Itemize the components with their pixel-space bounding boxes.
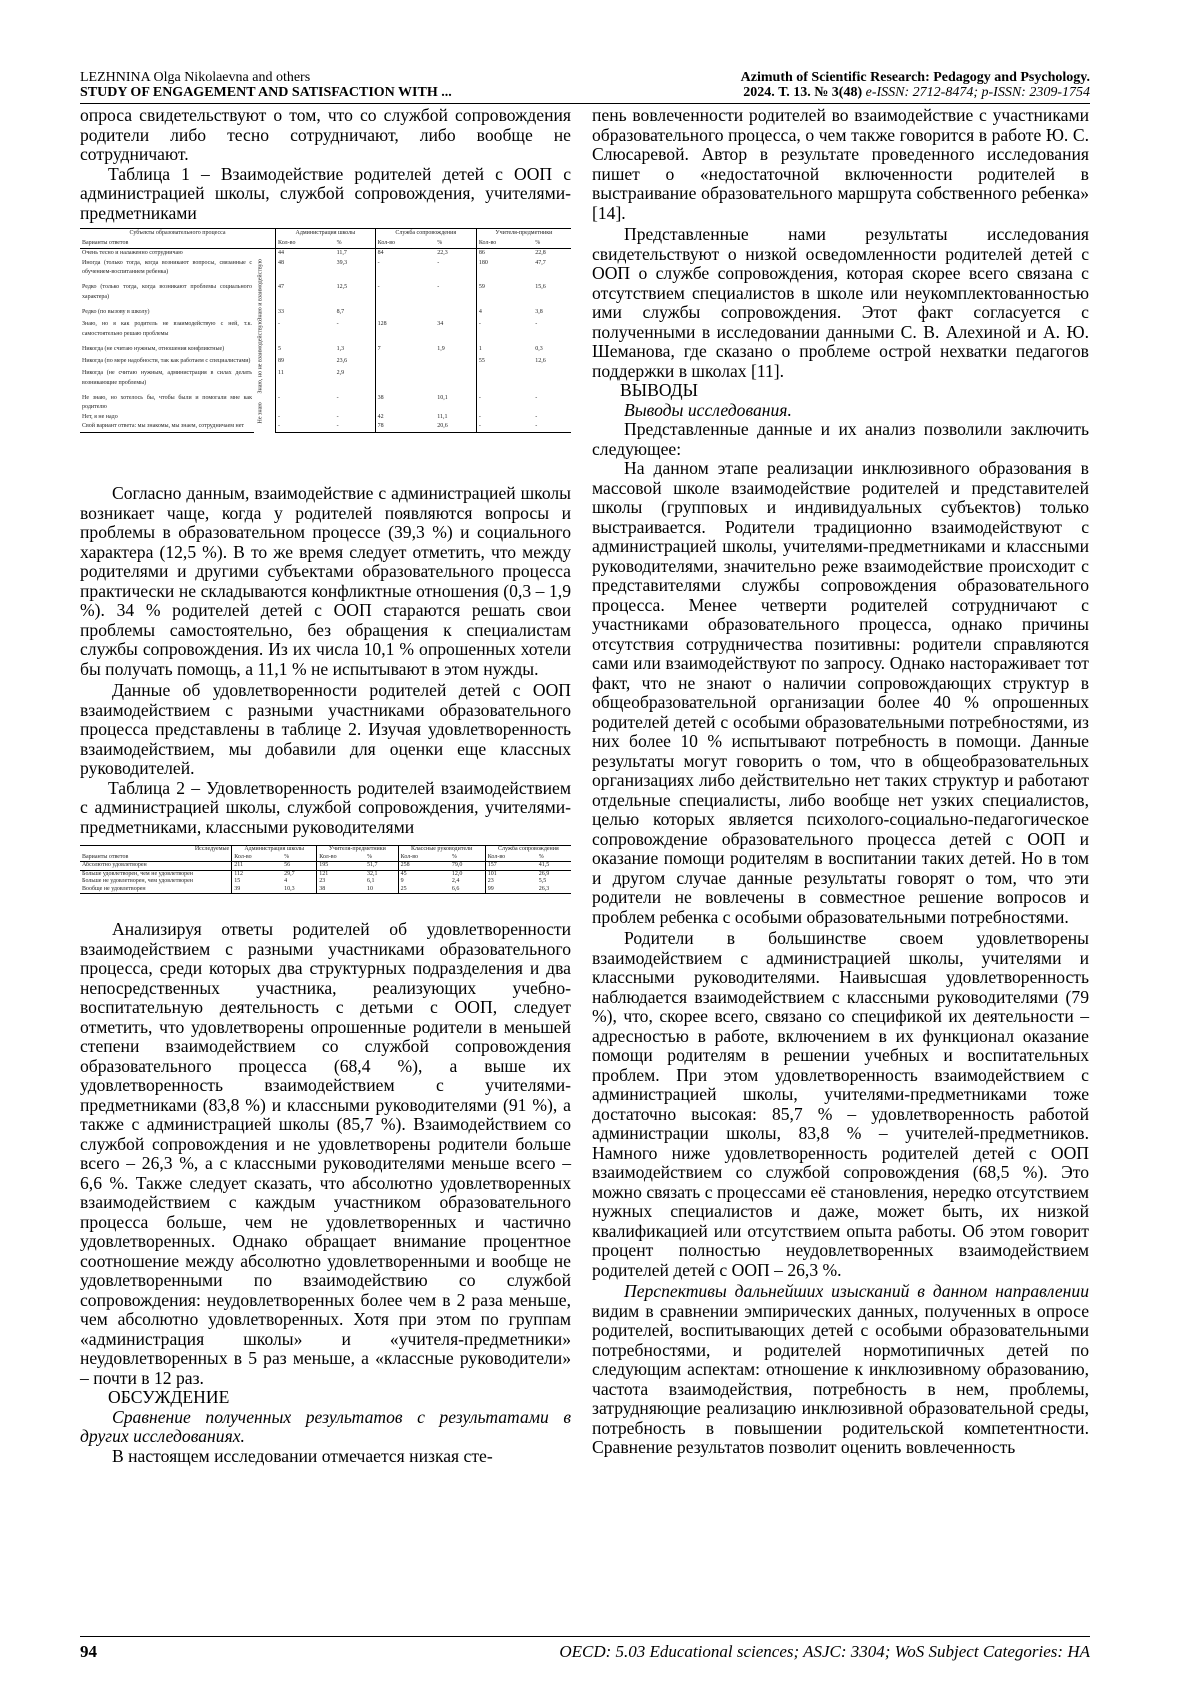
paragraph: опроса свидетельствуют о том, что со службой сопровождения родители либо тесно сотрудничают, либо вообще не сотрудничают.	[80, 105, 571, 164]
table-row	[80, 283, 571, 308]
table-cell: 84	[375, 249, 435, 259]
table-cell: 55	[476, 357, 533, 369]
table-row	[80, 394, 571, 413]
table-cell: 38	[317, 886, 365, 894]
table-cell: -	[476, 320, 533, 344]
table-row	[80, 422, 571, 432]
paragraph: На данном этапе реализации инклюзивного образования в массовой школе взаимодействие родителей и представителей школы (групповых и индивидуальных субъектов) только выстраивается. Родители традиционно взаимодействуют с администрацией школы, учителями-предметниками и классными руководителями, значительно реже взаимодействие происходит с представителями службы сопровождения образовательного процесса. Менее четверти родителей сотрудничают с участниками образовательного процесса, однако причины отсутствия сотрудничества позитивны: родители справляются сами или взаимодействуют по запросу. Однако настораживает тот факт, что не знают о наличии сопровождающих структур в общеобразовательной организации более 40 % опрошенных родителей детей с особыми образовательными потребностями, из них более 10 % испытывают потребность в помощи. Данные результаты могут говорить о том, что в общеобразовательных организациях либо действительно нет таких структур и работают отдельные специалисты, либо вообще нет узких специалистов, целью которых является психолого-социально-педагогическое сопровождение образовательного процесса детей с ООП и оказание помощи родителям в воспитании таких детей. Но в том и другом случае данные результаты говорят о том, что эти родители не вовлечены в совместное решение вопросов и проблем ребенка с особыми образовательными потребностями.	[592, 458, 1089, 927]
table-cell: 195	[317, 862, 365, 871]
table-cell: Редко (только тогда, когда возникают проблемы социального характера)	[82, 284, 252, 300]
table-cell: 38	[375, 394, 435, 413]
table-cell: Свой вариант ответа: мы знакомы, мы знаем, сотрудничаем нет	[80, 422, 254, 432]
group-label: Не знаю	[257, 402, 264, 424]
table-cell: 1,9	[437, 345, 445, 352]
table-header-cell: Кол-во	[276, 239, 335, 249]
table-row	[80, 249, 571, 259]
table-cell: 39	[232, 886, 282, 894]
table-cell: 15	[232, 878, 282, 886]
table-header-cell: Кол-во	[485, 854, 537, 862]
table-cell: 157	[485, 862, 537, 871]
paragraph: Представленные данные и их анализ позволили заключить следующее:	[592, 419, 1089, 459]
table-cell: -	[375, 259, 435, 284]
table-cell: 258	[398, 862, 450, 871]
table-cell: 42	[375, 413, 435, 423]
table-cell: 4	[476, 308, 533, 320]
table-header-cell: Учителя-предметники	[476, 229, 571, 239]
table2	[80, 845, 571, 894]
table-cell: 12,0	[451, 870, 463, 877]
table-cell: -	[533, 422, 571, 432]
table-subheader-row	[80, 239, 571, 249]
running-header-left	[80, 70, 452, 100]
table-cell: 211	[232, 862, 282, 871]
table-cell: -	[535, 394, 538, 401]
table-header-cell: %	[282, 854, 317, 862]
paragraph: пень вовлеченности родителей во взаимодействие с участниками образовательного процесса, о чем также говорится в работе Ю. С. Слюсаревой. Автор в результате проведенного исследования пишет о «недостаточной включенности родителей в выстраивание образовательного маршрута собственного ребенка» [14].	[592, 105, 1089, 223]
table-header-cell: Кол-во	[317, 854, 365, 862]
table-cell: 101	[485, 870, 537, 878]
left-column	[80, 106, 571, 1466]
table-row	[80, 862, 571, 871]
table-cell: 6,6	[450, 886, 485, 894]
table-header-cell: Кол-во	[476, 239, 533, 249]
table-cell: 26,9	[538, 870, 550, 877]
table-header-cell: Кол-во	[232, 854, 282, 862]
table-cell	[375, 308, 435, 320]
table-cell: 3,8	[535, 308, 543, 315]
table-header-cell: %	[335, 239, 375, 249]
group-label: Знаю и взаимодействую	[257, 258, 264, 321]
table-header-cell: Кол-во	[398, 854, 450, 862]
table-header-cell: Варианты ответов	[80, 854, 232, 862]
table-cell: 51,7	[365, 862, 398, 871]
table2-caption: Таблица 2 – Удовлетворенность родителей взаимодействием с администрацией школы, службой сопровождения, учителями-предметниками, классными руководителями	[80, 777, 571, 837]
table-header-cell: %	[450, 854, 485, 862]
table-cell: 180	[476, 259, 533, 284]
table-cell: -	[276, 394, 335, 413]
table-cell: Иногда (только тогда, когда возникают вопросы, связанные с обучением-воспитанием ребенка)	[82, 259, 252, 275]
table-cell: Вообще не удовлетворен	[80, 886, 232, 894]
table-cell	[435, 357, 476, 369]
table-cell: -	[276, 422, 335, 432]
table-cell: 22,3	[437, 250, 448, 256]
table-cell: 89	[276, 357, 335, 369]
paragraph: Родители в большинстве своем удовлетворены взаимодействием с администрацией школы, учителями и классными руководителями. Наивысшая удовлетворенность наблюдается взаимодействием с классными руководителями (79 %), что, скорее всего, связано со спецификой их деятельности – адресностью в работе, включением в их функционал оказание помощи родителям в решении учебных и воспитательных проблем. При этом удовлетворенность взаимодействием с администрацией школы, учителями-предметниками тоже достаточно высокая: 85,7 % – удовлетворенность работой администрации школы, 83,8 % – учителей-предметников. Намного ниже удовлетворенность родителей детей с ООП взаимодействием со службой сопровождения (68,5 %). Это можно связать с процессами её становления, нередко отсутствием нужных специалистов и даже, может быть, их низкой квалификацией или отсутствием опыта работы. Об этом говорит процент полностью неудовлетворенных взаимодействием родителей детей с ООП – 26,3 %.	[592, 928, 1089, 1280]
page-number: 94	[80, 1642, 97, 1661]
italic-phrase: Перспективы дальнейших изысканий в данном направлении	[624, 1281, 1089, 1301]
table-header-row	[80, 846, 571, 854]
table-cell: 2,4	[451, 878, 460, 884]
table-cell: 128	[375, 320, 435, 344]
table-cell: Не знаю, но хотелось бы, чтобы были и помогали мне как родителю	[82, 394, 252, 411]
table-header-cell: Классные руководители	[398, 846, 485, 854]
table-cell: 34	[437, 321, 444, 328]
table-cell: -	[336, 321, 339, 328]
right-column	[592, 106, 1089, 1458]
table-row	[80, 308, 571, 320]
table-cell: 86	[476, 249, 533, 259]
table-cell: 10	[365, 886, 398, 894]
table-row	[80, 357, 571, 369]
footer-classification: OECD: 5.03 Educational sciences; ASJC: 3304; WoS Subject Categories: HA	[559, 1642, 1090, 1661]
table-cell	[375, 357, 435, 369]
table-cell: 23	[317, 878, 365, 886]
table-cell: Больше удовлетворен, чем не удовлетворен	[82, 870, 193, 877]
table-row	[80, 320, 571, 344]
table1	[80, 228, 571, 466]
table-cell: 6,1	[367, 878, 375, 884]
table-header-cell: Кол-во	[375, 239, 435, 249]
section-subheading: Выводы исследования.	[624, 399, 792, 420]
table-cell: -	[476, 394, 533, 413]
table-cell: 0,3	[535, 345, 543, 352]
table-header-cell: Исследуемые	[80, 846, 232, 854]
table-row	[80, 870, 571, 878]
journal-issue: 2024. Т. 13. № 3(48)	[743, 85, 863, 100]
table-cell: 10,3	[282, 886, 317, 894]
table-cell: 11,1	[437, 413, 448, 420]
table-cell: 23	[485, 878, 537, 886]
table-cell: 2,9	[336, 370, 345, 377]
paragraph-text: видим в сравнении эмпирических данных, полученных в опросе родителей, воспитывающих детей с особыми образовательными потребностями, и родителей нормотипичных детей по следующим аспектам: отношение к инклюзивному образованию, частота взаимодействия, потребность в нем, проблемы, затрудняющие реализацию инклюзивной образовательной среды, потребность в повышении родительской компетентности. Сравнение результатов позволит оценить вовлеченность	[592, 1300, 1089, 1457]
table-cell: 5,5	[538, 878, 547, 884]
table1-caption: Таблица 1 – Взаимодействие родителей детей с ООП с администрацией школы, службой сопровождения, учителями-предметниками	[80, 163, 571, 223]
table-subheader-row	[80, 854, 571, 862]
table-header-cell: Учителя-предметники	[317, 846, 398, 854]
table-cell	[435, 308, 476, 320]
table-cell: 121	[317, 870, 365, 878]
table-cell: 99	[485, 886, 537, 894]
table-cell: 26,3	[537, 886, 571, 894]
section-heading-discussion: ОБСУЖДЕНИЕ	[108, 1387, 230, 1407]
table-cell	[476, 369, 533, 394]
table-cell: 47,7	[535, 259, 546, 266]
table-header-cell: Субъекты образовательного процесса	[80, 229, 276, 239]
table-cell: 9	[398, 878, 450, 886]
section-heading-conclusions: ВЫВОДЫ	[620, 380, 698, 400]
table-cell: -	[375, 283, 435, 308]
table-row	[80, 259, 571, 284]
table-cell: Никогда (по мере надобности, так как работаем с специалистами)	[82, 357, 251, 364]
table-cell: 12,6	[535, 357, 546, 364]
paragraph: В настоящем исследовании отмечается низкая сте-	[112, 1445, 493, 1466]
table-row	[80, 345, 571, 357]
table-cell: -	[535, 321, 538, 328]
table-cell: 48	[276, 259, 335, 284]
footer-rule	[80, 1636, 1090, 1637]
table-cell: 4	[284, 878, 288, 884]
table-cell: 45	[398, 870, 450, 878]
group-label: Знаю, но не взаимодействую	[257, 320, 264, 394]
table-header-cell: Администрация школы	[232, 846, 317, 854]
table-cell: 78	[375, 422, 435, 432]
journal-issue-line	[741, 85, 1090, 100]
table-cell: Больше не удовлетворен, чем удовлетворен	[82, 878, 193, 884]
table-cell: 11	[276, 369, 335, 394]
table-header-cell: Служба сопровождения	[485, 846, 571, 854]
paragraph	[592, 1282, 1089, 1458]
table-cell: 39,3	[336, 259, 348, 266]
table-cell: -	[476, 413, 533, 423]
table-cell: 33	[276, 308, 335, 320]
table-header-cell: %	[537, 854, 571, 862]
paragraph: Данные об удовлетворенности родителей детей с ООП взаимодействием с разными участниками образовательного процесса представлены в таблице 2. Изучая удовлетворенность взаимодействием, мы добавили для оценки еще классных руководителей.	[80, 680, 571, 778]
table-row	[80, 886, 571, 894]
table-header-cell: Варианты ответов	[80, 239, 276, 249]
table-cell: 79,0	[450, 862, 485, 871]
table-cell: -	[335, 422, 375, 432]
paragraph: Согласно данным, взаимодействие с администрацией школы возникает чаще, когда у родителей появляются вопросы и проблемы в образовательном процессе (39,3 %) и социального характера (12,5 %). В то же время следует отметить, что между родителями и другими субъектами образовательного процесса практически не складываются конфликтные отношения (0,3 – 1,9 %). 34 % родителей детей с ООП стараются решать свои проблемы самостоятельно, без обращения к специалистам службы сопровождения. Из их числа 10,1 % опрошенных хотели бы получать помощь, а 11,1 % не испытывают в этом нужды.	[80, 483, 571, 679]
table-cell: -	[276, 320, 335, 344]
table-cell: 15,6	[535, 284, 546, 291]
table-cell: -	[336, 394, 339, 401]
table-cell: Редко (по вызову в школу)	[82, 308, 150, 315]
table-cell: 41,5	[537, 862, 571, 871]
table-cell: Нет, я не надо	[82, 413, 118, 420]
table-cell	[435, 369, 476, 394]
journal-name: Azimuth of Scientific Research: Pedagogy and Psychology.	[740, 70, 1090, 85]
table-cell: 12,5	[336, 284, 348, 291]
table-header-cell: Служба сопровождения	[375, 229, 476, 239]
table-cell: -	[437, 284, 440, 291]
table-cell: 47	[276, 283, 335, 308]
table-cell: Никогда (не считаю нужным, администрация в силах делать возникающие проблемы)	[82, 370, 252, 386]
table-cell: -	[336, 413, 339, 420]
paragraph: Анализируя ответы родителей об удовлетворенности взаимодействием с разными участниками образовательного процесса, среди которых два структурных подразделения и два непосредственных участника, реализующих учебно-воспитательную деятельность с детьми с ООП, следует отметить, что удовлетворены опрошенные родители в меньшей степени взаимодействием со службой сопровождения образовательного процесса (68,4 %), а выше их удовлетворенность взаимодействием с учителями-предметниками (83,8 %) и классными руководителями (91 %), а также с администрацией школы (85,7 %). Взаимодействием со службой сопровождения и не удовлетворены родители больше всего – 26,3 %, а с классными руководителями меньше всего – 6,6 %. Также следует сказать, что абсолютно удовлетворенных взаимодействием с каждым участником образовательного процесса больше, чем не удовлетворенных и частично удовлетворенных. Однако обращает внимание процентное соотношение между абсолютно удовлетворенными и вообще не удовлетворенными по взаимодействию со службой сопровождения: неудовлетворенных более чем в 2 раза меньше, чем абсолютно удовлетворенных. Хотя при этом по группам «администрация школы» и «учителя-предметники» неудовлетворенных в 5 раз меньше, а «классные руководители» – почти в 12 раз.	[80, 919, 571, 1388]
table-cell	[375, 369, 435, 394]
table-cell: 25	[398, 886, 450, 894]
header-rule	[80, 103, 1090, 104]
table-cell: 8,7	[336, 308, 345, 315]
table-cell: 29,7	[284, 870, 295, 877]
table-cell: 23,6	[336, 357, 348, 364]
table-cell: 44	[276, 249, 335, 259]
table-cell: -	[535, 413, 538, 420]
table-header-cell: %	[435, 239, 476, 249]
running-header-right	[741, 70, 1090, 100]
table-cell: 56	[282, 862, 317, 871]
authors-line: LEZHNINA Olga Nikolaevna and others	[80, 70, 311, 85]
table-row	[80, 369, 571, 394]
table1-grid	[80, 228, 571, 433]
article-title-line: STUDY OF ENGAGEMENT AND SATISFACTION WITH ...	[80, 85, 452, 100]
table-cell: 1,3	[336, 345, 345, 352]
table-cell: Никогда (не считаю нужным, отношения конфликтные)	[82, 345, 225, 352]
issn-line: e-ISSN: 2712-8474; p-ISSN: 2309-1754	[862, 85, 1090, 100]
table-cell: 20,6	[435, 422, 476, 432]
table-cell: 32,1	[367, 870, 378, 877]
table-cell: 7	[375, 345, 435, 357]
table-header-cell: %	[365, 854, 398, 862]
table-cell: 10,1	[437, 394, 448, 401]
table-cell: Абсолютно удовлетворен	[80, 862, 232, 871]
table-cell: 112	[232, 870, 282, 878]
table-cell: 5	[276, 345, 335, 357]
table-row	[80, 413, 571, 423]
table-cell: -	[476, 422, 533, 432]
table-cell: 22,8	[535, 250, 546, 256]
section-subheading: Сравнение полученных результатов с результатами в других исследованиях.	[80, 1406, 571, 1446]
table-cell: Знаю, но я как родитель не взаимодействую с ней, т.к. самостоятельно решаю проблемы	[82, 321, 252, 337]
table-cell: -	[276, 413, 335, 423]
table-header-cell: Администрация школы	[276, 229, 376, 239]
table-row	[80, 878, 571, 886]
table-header-row	[80, 229, 571, 239]
table-cell: -	[437, 259, 440, 266]
paragraph: Представленные нами результаты исследования свидетельствуют о низкой осведомленности родителей детей с ООП о службе сопровождения, которая скорее всего связана с отсутствием специалистов в школе или неукомплектованностью ими службы сопровождения. Этот факт согласуется с полученными в исследовании данными С. В. Алехиной и А. Ю. Шеманова, где сказано о проблеме острой нехватки педагогов поддержки в школах [11].	[592, 224, 1089, 381]
table-cell: 1	[476, 345, 533, 357]
table-cell: 11,7	[336, 250, 347, 256]
table-cell	[533, 369, 571, 394]
table-cell: 59	[476, 283, 533, 308]
table-header-cell: %	[533, 239, 571, 249]
table-cell: Очень тесно и налаженно сотрудничаю	[82, 250, 183, 256]
